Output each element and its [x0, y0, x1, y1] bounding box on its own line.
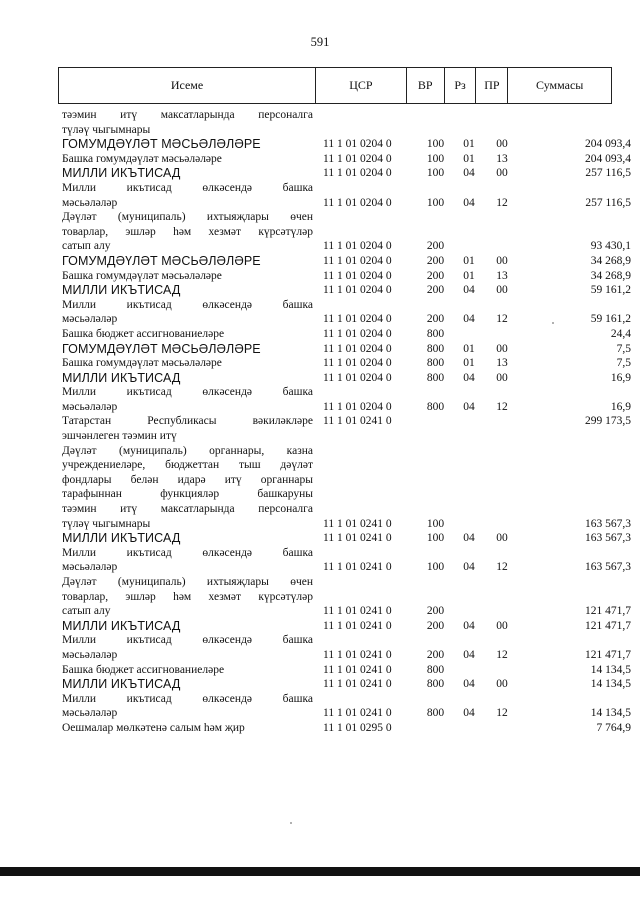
row-vr: 800 — [426, 400, 445, 413]
row-rz: 04 — [463, 707, 475, 720]
row-name — [62, 721, 319, 736]
table-row — [0, 692, 640, 721]
row-rz: 04 — [463, 400, 475, 413]
row-rz: 01 — [463, 357, 475, 370]
row-vr: 100 — [426, 138, 445, 151]
row-name-line: Милли икътисад өлкәсендә башка — [62, 546, 313, 559]
row-rz: 01 — [463, 342, 475, 355]
row-csr: 11 1 01 0241 0 — [323, 415, 392, 428]
row-pr: 12 — [496, 313, 508, 326]
scan-edge-bar — [0, 867, 640, 876]
row-pr: 00 — [496, 284, 508, 297]
row-name-line: мәсьәләләр — [62, 313, 118, 326]
row-csr: 11 1 01 0204 0 — [323, 269, 392, 282]
row-sum: 93 430,1 — [590, 240, 631, 253]
row-sum: 257 116,5 — [585, 196, 631, 209]
row-name-line: ГОМУМДӘҮЛӘТ МӘСЬӘЛӘЛӘРЕ — [62, 137, 261, 152]
table-row — [0, 444, 640, 532]
table-row — [0, 342, 640, 357]
row-vr: 200 — [426, 284, 445, 297]
row-vr: 800 — [426, 678, 445, 691]
row-name-line: Милли икътисад өлкәсендә башка — [62, 692, 313, 705]
row-pr: 12 — [496, 561, 508, 574]
row-csr: 11 1 01 0204 0 — [323, 284, 392, 297]
row-vr: 100 — [426, 561, 445, 574]
row-sum: 7,5 — [616, 357, 631, 370]
row-csr: 11 1 01 0241 0 — [323, 619, 392, 632]
row-name-line: сатып алу — [62, 240, 111, 253]
row-name-line: түләү чыгымнары — [62, 517, 151, 530]
row-name — [62, 371, 319, 386]
row-pr: 00 — [496, 138, 508, 151]
row-rz: 01 — [463, 138, 475, 151]
header-name: Исеме — [170, 78, 204, 92]
row-name — [62, 619, 319, 634]
row-name — [62, 327, 319, 342]
row-csr: 11 1 01 0204 0 — [323, 138, 392, 151]
row-name-line: эшчәнлеген тәэмин итү — [62, 430, 177, 443]
row-csr: 11 1 01 0204 0 — [323, 371, 392, 384]
row-vr: 100 — [426, 517, 445, 530]
row-vr: 100 — [426, 152, 445, 165]
row-pr: 00 — [496, 619, 508, 632]
row-rz: 04 — [463, 284, 475, 297]
row-vr: 200 — [426, 605, 445, 618]
row-sum: 24,4 — [610, 327, 631, 340]
row-csr: 11 1 01 0204 0 — [323, 313, 392, 326]
row-csr: 11 1 01 0241 0 — [323, 532, 392, 545]
row-name-line: Дәүләт (муниципаль) ихтыяҗлары өчен — [62, 211, 313, 224]
row-vr: 800 — [426, 342, 445, 355]
row-name — [62, 298, 319, 327]
table-row — [0, 663, 640, 678]
row-rz: 01 — [463, 254, 475, 267]
row-sum: 59 161,2 — [590, 284, 631, 297]
header-csr: ЦСР — [315, 68, 406, 103]
row-name — [62, 356, 319, 371]
row-pr: 12 — [496, 196, 508, 209]
row-name-line: тарафыннан функцияләр башкаруны — [62, 488, 313, 501]
row-csr: 11 1 01 0204 0 — [323, 327, 392, 340]
row-vr: 800 — [426, 357, 445, 370]
row-vr: 800 — [426, 663, 445, 676]
row-name-line: ГОМУМДӘҮЛӘТ МӘСЬӘЛӘЛӘРЕ — [62, 253, 261, 268]
row-csr: 11 1 01 0204 0 — [323, 196, 392, 209]
row-pr: 00 — [496, 371, 508, 384]
row-name-line: мәсьәләләр — [62, 196, 118, 209]
row-vr: 800 — [426, 327, 445, 340]
table-row — [0, 356, 640, 371]
row-pr: 00 — [496, 167, 508, 180]
row-name-line: Оешмалар мөлкәтенә салым һәм җир — [62, 721, 245, 734]
row-name — [62, 677, 319, 692]
row-vr: 200 — [426, 619, 445, 632]
row-name — [62, 633, 319, 662]
row-name — [62, 531, 319, 546]
row-name-line: тәэмин итү максатларында персоналга — [62, 503, 313, 516]
table-header — [58, 67, 612, 104]
row-csr: 11 1 01 0204 0 — [323, 400, 392, 413]
row-pr: 12 — [496, 648, 508, 661]
row-name-line: Башка гомумдәүләт мәсьәләләре — [62, 152, 222, 165]
row-vr: 200 — [426, 240, 445, 253]
row-csr: 11 1 01 0241 0 — [323, 648, 392, 661]
row-name — [62, 663, 319, 678]
row-pr: 13 — [496, 152, 508, 165]
row-sum: 204 093,4 — [585, 138, 631, 151]
row-name — [62, 269, 319, 284]
row-rz: 04 — [463, 532, 475, 545]
row-pr: 00 — [496, 532, 508, 545]
row-rz: 04 — [463, 561, 475, 574]
row-sum: 163 567,3 — [585, 517, 631, 530]
row-pr: 00 — [496, 342, 508, 355]
row-csr: 11 1 01 0241 0 — [323, 605, 392, 618]
header-rz: Рз — [444, 68, 476, 103]
table-row — [0, 677, 640, 692]
row-name-line: Милли икътисад өлкәсендә башка — [62, 386, 313, 399]
row-sum: 14 134,5 — [590, 678, 631, 691]
table-row — [0, 254, 640, 269]
row-sum: 14 134,5 — [590, 663, 631, 676]
row-vr: 100 — [426, 532, 445, 545]
row-csr: 11 1 01 0295 0 — [323, 721, 392, 734]
row-rz: 04 — [463, 313, 475, 326]
row-name-line: сатып алу — [62, 605, 111, 618]
row-sum: 14 134,5 — [590, 707, 631, 720]
scan-speck — [290, 822, 292, 824]
row-rz: 04 — [463, 619, 475, 632]
row-name — [62, 342, 319, 357]
row-sum: 16,9 — [610, 400, 631, 413]
scan-speck — [552, 322, 554, 324]
row-name-line: МИЛЛИ ИКЪТИСАД — [62, 283, 181, 298]
row-name-line: Татарстан Республикасы вәкиләкләре — [62, 415, 313, 428]
row-rz: 04 — [463, 196, 475, 209]
row-name-line: түләү чыгымнары — [62, 123, 151, 136]
row-name-line: ГОМУМДӘҮЛӘТ МӘСЬӘЛӘЛӘРЕ — [62, 341, 261, 356]
row-pr: 12 — [496, 400, 508, 413]
row-pr: 00 — [496, 678, 508, 691]
row-name — [62, 575, 319, 619]
row-csr: 11 1 01 0204 0 — [323, 357, 392, 370]
row-name-line: Дәүләт (муниципаль) ихтыяҗлары өчен — [62, 576, 313, 588]
table-row — [0, 371, 640, 386]
row-name-line: товарлар, эшләр һәм хезмәт күрсәтүләр — [62, 225, 313, 238]
table-row — [0, 137, 640, 152]
table-row — [0, 414, 640, 443]
table-row — [0, 181, 640, 210]
row-sum: 121 471,7 — [585, 648, 631, 661]
row-vr: 800 — [426, 707, 445, 720]
row-name-line: Милли икътисад өлкәсендә башка — [62, 298, 313, 311]
row-vr: 200 — [426, 269, 445, 282]
table-row — [0, 619, 640, 634]
table-row — [0, 531, 640, 546]
row-name-line: МИЛЛИ ИКЪТИСАД — [62, 677, 181, 692]
row-sum: 59 161,2 — [590, 313, 631, 326]
row-csr: 11 1 01 0204 0 — [323, 152, 392, 165]
table-row — [0, 283, 640, 298]
row-csr: 11 1 01 0241 0 — [323, 561, 392, 574]
table-row — [0, 152, 640, 167]
row-name — [62, 692, 319, 721]
row-name-line: Милли икътисад өлкәсендә башка — [62, 181, 313, 194]
row-sum: 299 173,5 — [585, 415, 631, 428]
row-name — [62, 546, 319, 575]
row-name-line: Башка бюджет ассигнованиеләре — [62, 327, 225, 340]
row-name-line: МИЛЛИ ИКЪТИСАД — [62, 370, 181, 385]
row-sum: 16,9 — [610, 371, 631, 384]
row-rz: 04 — [463, 371, 475, 384]
row-name-line: Башка гомумдәүләт мәсьәләләре — [62, 269, 222, 282]
row-sum: 34 268,9 — [590, 269, 631, 282]
row-sum: 7,5 — [616, 342, 631, 355]
row-sum: 163 567,3 — [585, 532, 631, 545]
row-name-line: мәсьәләләр — [62, 400, 118, 413]
row-sum: 257 116,5 — [585, 167, 631, 180]
row-vr: 200 — [426, 313, 445, 326]
table-row — [0, 575, 640, 619]
row-csr: 11 1 01 0204 0 — [323, 342, 392, 355]
row-name-line: учреждениеләре, бюджеттан тыш дәүләт — [62, 459, 313, 472]
row-csr: 11 1 01 0241 0 — [323, 707, 392, 720]
row-csr: 11 1 01 0241 0 — [323, 663, 392, 676]
row-name-line: Дәүләт (муниципаль) органнары, казна — [62, 444, 313, 457]
row-name-line: МИЛЛИ ИКЪТИСАД — [62, 618, 181, 633]
row-name — [62, 254, 319, 269]
row-sum: 121 471,7 — [585, 619, 631, 632]
table-row — [0, 327, 640, 342]
row-name — [62, 444, 319, 532]
row-sum: 7 764,9 — [596, 721, 631, 734]
row-name — [62, 108, 319, 137]
row-name-line: Милли икътисад өлкәсендә башка — [62, 634, 313, 647]
row-pr: 12 — [496, 707, 508, 720]
row-rz: 04 — [463, 167, 475, 180]
row-sum: 34 268,9 — [590, 254, 631, 267]
row-pr: 00 — [496, 254, 508, 267]
row-csr: 11 1 01 0241 0 — [323, 678, 392, 691]
row-name-line: мәсьәләләр — [62, 561, 118, 574]
row-pr: 13 — [496, 269, 508, 282]
table-row — [0, 210, 640, 254]
row-name — [62, 414, 319, 443]
table-row — [0, 166, 640, 181]
header-vr: ВР — [406, 68, 444, 103]
row-pr: 13 — [496, 357, 508, 370]
row-sum: 163 567,3 — [585, 561, 631, 574]
row-vr: 100 — [426, 167, 445, 180]
row-name — [62, 181, 319, 210]
row-name — [62, 385, 319, 414]
row-name — [62, 210, 319, 254]
row-name — [62, 166, 319, 181]
table-row — [0, 108, 640, 137]
row-csr: 11 1 01 0204 0 — [323, 240, 392, 253]
table-body — [0, 108, 640, 736]
row-rz: 04 — [463, 648, 475, 661]
table-row — [0, 298, 640, 327]
row-name — [62, 152, 319, 167]
row-csr: 11 1 01 0204 0 — [323, 254, 392, 267]
row-vr: 200 — [426, 254, 445, 267]
row-name-line: фондлары белән идарә итү органнары — [62, 473, 313, 486]
table-row — [0, 546, 640, 575]
row-rz: 01 — [463, 269, 475, 282]
row-vr: 100 — [426, 196, 445, 209]
header-sum: Суммасы — [507, 68, 611, 103]
row-rz: 01 — [463, 152, 475, 165]
row-csr: 11 1 01 0241 0 — [323, 517, 392, 530]
table-row — [0, 633, 640, 662]
row-sum: 204 093,4 — [585, 152, 631, 165]
row-name-line: мәсьәләләр — [62, 648, 118, 661]
row-name-line: МИЛЛИ ИКЪТИСАД — [62, 166, 181, 181]
row-name — [62, 283, 319, 298]
table-row — [0, 269, 640, 284]
row-name-line: тәэмин итү максатларында персоналга — [62, 109, 313, 121]
page-number: 591 — [310, 35, 330, 49]
row-sum: 121 471,7 — [585, 605, 631, 618]
row-name-line: мәсьәләләр — [62, 707, 118, 720]
row-name-line: МИЛЛИ ИКЪТИСАД — [62, 531, 181, 546]
table-row — [0, 721, 640, 736]
row-vr: 200 — [426, 648, 445, 661]
row-name-line: товарлар, эшләр һәм хезмәт күрсәтүләр — [62, 590, 313, 603]
table-row — [0, 385, 640, 414]
header-pr: ПР — [475, 68, 507, 103]
row-name-line: Башка бюджет ассигнованиеләре — [62, 663, 225, 676]
row-rz: 04 — [463, 678, 475, 691]
row-csr: 11 1 01 0204 0 — [323, 167, 392, 180]
row-name — [62, 137, 319, 152]
row-vr: 800 — [426, 371, 445, 384]
row-name-line: Башка гомумдәүләт мәсьәләләре — [62, 357, 222, 370]
